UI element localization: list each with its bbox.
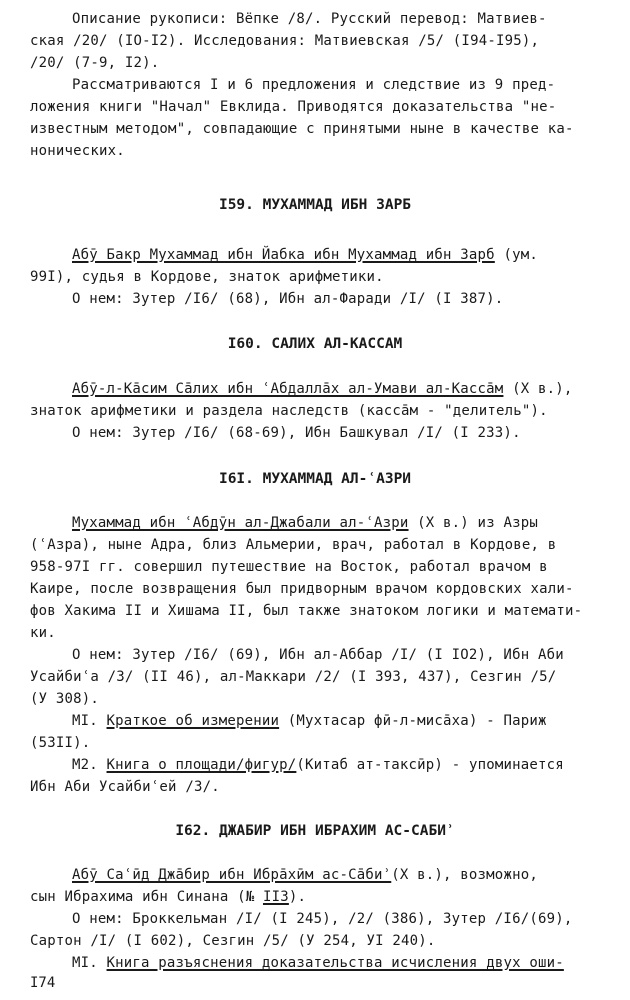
- s161-work-1-line-2: (53II).: [30, 735, 91, 751]
- intro-line-1: Описание рукописи: Вёпке /8/. Русский перевод: Матвиев-: [72, 11, 547, 27]
- s159-author-name: Абӯ Бакр Мухаммад ибн Йабка ибн Мухаммад ибн Зарб: [72, 247, 495, 263]
- s161-line-4: Каире, после возвращения был придворным врачом кордовских хали-: [30, 581, 574, 597]
- s162-crossref: II3: [262, 889, 289, 905]
- s161-line-8: Усайбиʿа /3/ (II 46), ал-Маккари /2/ (I 393, 437), Сезгин /5/: [30, 669, 557, 685]
- s162-work-1-number: МI.: [72, 955, 98, 971]
- s159-line-2: 99I), судья в Кордове, знаток арифметики.: [30, 269, 384, 285]
- s161-work-1-number: МI.: [72, 713, 98, 729]
- s161-author-name: Мухаммад ибн ʿАбдӯн ал-Джабали ал-ʿАзри: [72, 515, 409, 531]
- s160-author-name: Абӯ-л-Ка̄сим Са̄лих ибн ʿАбдалла̄х ал-Умави ал-Касса̄м: [72, 381, 504, 397]
- s160-line-1: [72, 380, 572, 398]
- intro-line-4: Рассматриваются I и 6 предложения и следствие из 9 пред-: [72, 77, 556, 93]
- s161-line-2: (ʿАзра), ныне Адра, близ Альмерии, врач, работал в Кордове, в: [30, 537, 557, 553]
- s161-line-6: ки.: [30, 625, 56, 641]
- section-heading-161: I6I. МУХАММАД АЛ-ʿАЗРИ: [218, 471, 412, 487]
- s161-line-5: фов Хакима II и Хишама II, был также знатоком логики и математи-: [30, 603, 583, 619]
- s162-line-1-rest: (X в.), возможно,: [391, 867, 538, 883]
- s162-line-2-end: ).: [288, 889, 307, 905]
- intro-line-5: ложения книги "Начал" Евклида. Приводятся доказательства "не-: [30, 99, 557, 115]
- s162-author-name: Абӯ Саʿӣд Джа̄бир ибн Ибра̄хӣм ас-Са̄биʾ: [72, 867, 392, 883]
- page-number: I74: [30, 975, 56, 991]
- s161-line-3: 958-97I гг. совершил путешествие на Восток, работал врачом в: [30, 559, 548, 575]
- s160-line-2: знаток арифметики и раздела наследств (касса̄м - "делитель").: [30, 403, 548, 419]
- s162-line-1: [72, 866, 538, 884]
- intro-line-7: нонических.: [30, 143, 125, 159]
- s161-work-2-title: Книга о площади/фигур/: [106, 757, 297, 773]
- s161-work-2-number: М2.: [72, 757, 98, 773]
- s161-line-9: (У 308).: [30, 691, 100, 707]
- intro-line-6: известным методом", совпадающие с принятыми ныне в качестве ка-: [30, 121, 574, 137]
- s162-work-1: [72, 954, 564, 972]
- s162-line-4: Сартон /I/ (I 602), Сезгин /5/ (У 254, УI 240).: [30, 933, 436, 949]
- s159-line-1: [72, 246, 538, 264]
- s162-work-1-title: Книга разъяснения доказательства исчисления двух оши-: [106, 955, 564, 971]
- s162-line-2-text: сын Ибрахима ибн Синана (№: [30, 889, 263, 905]
- s160-line-3: О нем: Зутер /I6/ (68-69), Ибн Башкувал /I/ (I 233).: [72, 425, 521, 441]
- s161-line-7: О нем: Зутер /I6/ (69), Ибн ал-Аббар /I/ (I IO2), Ибн Аби: [72, 647, 564, 663]
- s161-work-2: [72, 756, 564, 774]
- intro-line-3: /20/ (7-9, I2).: [30, 55, 160, 71]
- s161-work-1: [72, 712, 547, 730]
- s161-work-1-title: Краткое об измерении: [106, 713, 280, 729]
- s162-line-2: [30, 888, 306, 906]
- section-heading-159: I59. МУХАММАД ИБН ЗАРБ: [218, 197, 412, 213]
- s159-line-3: О нем: Зутер /I6/ (68), Ибн ал-Фаради /I/ (I 387).: [72, 291, 504, 307]
- s161-line-1-rest: (X в.) из Азры: [408, 515, 538, 531]
- s161-work-2-line-2: Ибн Аби Усайбиʿей /3/.: [30, 779, 220, 795]
- s161-work-1-rest: (Мухтасар фӣ-л-миса̄ха) - Париж: [279, 713, 547, 729]
- s161-line-1: [72, 514, 538, 532]
- intro-line-2: ская /20/ (IO-I2). Исследования: Матвиевская /5/ (I94-I95),: [30, 33, 540, 49]
- s159-line-1-rest: (ум.: [494, 247, 538, 263]
- s161-work-2-rest: (Китаб ат-таксӣр) - упоминается: [296, 757, 564, 773]
- s162-line-3: О нем: Броккельман /I/ (I 245), /2/ (386), Зутер /I6/(69),: [72, 911, 573, 927]
- section-heading-160: I60. САЛИХ АЛ-КАССАМ: [227, 336, 403, 352]
- section-heading-162: I62. ДЖАБИР ИБН ИБРАХИМ АС-САБИʾ: [175, 823, 455, 839]
- s160-line-1-rest: (X в.),: [503, 381, 573, 397]
